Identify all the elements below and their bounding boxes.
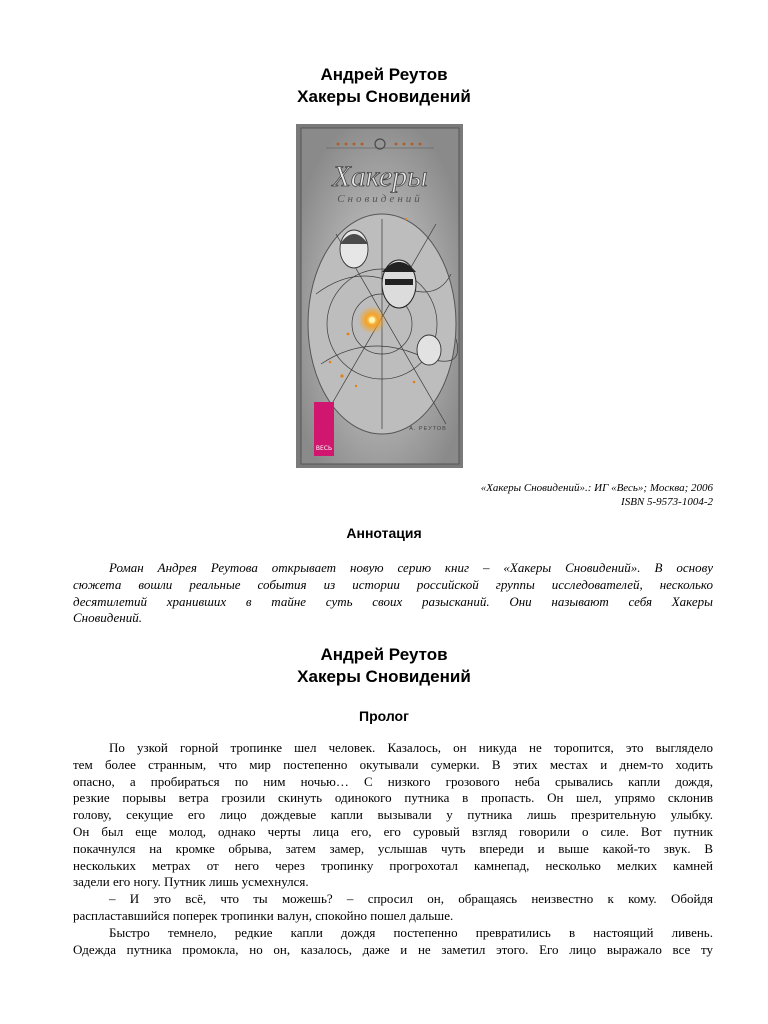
prologue-line: Быстро темнело, редкие капли дождя постепенно превратились в настоящий ливень.: [109, 924, 713, 940]
prologue-line: задели его ногу. Путник лишь усмехнулся.: [73, 874, 309, 890]
annotation-line: сюжета вошли реальные события из истории российской группы исследователей, несколько: [73, 576, 713, 592]
annotation-text: [73, 560, 713, 627]
annotation-line: десятилетий хранивших в тайне суть своих разысканий. Они называют себя Хакеры: [73, 593, 713, 609]
prologue-line: Одежда путника промокла, но он, казалось, даже и не заметил этого. Его лицо выражало все ту: [73, 941, 713, 957]
prologue-text: [73, 740, 713, 958]
publisher-mark: ВЕСЬ: [315, 445, 333, 452]
prologue-line: голову, секущие его лицо дождевые капли вызывали у путника лишь презрительную улыбку.: [73, 807, 713, 823]
book-cover-image: [296, 124, 463, 468]
isbn: ISBN 5-9573-1004-2: [621, 496, 713, 508]
cover-series-label: Хакеры: [332, 160, 428, 193]
publication-line: «Хакеры Сновидений».: ИГ «Весь»; Москва; 2006: [480, 482, 713, 494]
prologue-line: Он был еще молод, однако черты лица его, его суровый взгляд говорили о силе. Вот путник: [73, 823, 713, 839]
cover-author: А. РЕУТОВ: [409, 426, 447, 432]
annotation-line: Сновидений.: [73, 610, 142, 626]
prologue-heading: Пролог: [359, 708, 409, 724]
prologue-line: нескольких метрах от него через тропинку прогрохотал камнепад, несколько мелких камней: [73, 857, 713, 873]
document-header: [0, 64, 768, 108]
second-header: [0, 644, 768, 688]
annotation-line: Роман Андрея Реутова открывает новую серию книг – «Хакеры Сновидений». В основу: [109, 560, 713, 575]
author-name: Андрей Реутов: [320, 645, 448, 664]
prologue-line: резкие порывы ветра грозили скинуть одинокого путника в пропасть. Он шел, упрямо склонив: [73, 790, 713, 806]
book-title: Хакеры Сновидений: [297, 667, 471, 686]
cover-series-sub: Сновидений: [337, 193, 423, 205]
prologue-line: тем более странным, что мир постепенно окутывали сумерки. В этих местах и днем-то ходить: [73, 756, 713, 772]
prologue-line: По узкой горной тропинке шел человек. Казалось, он никуда не торопится, это выглядело: [109, 740, 713, 755]
annotation-heading: Аннотация: [346, 525, 422, 541]
prologue-line: покачнулся на кромке обрыва, затем замер, услышав чуть впереди и выше какой-то звук. В: [73, 840, 713, 856]
publication-info: [481, 481, 713, 509]
book-title: Хакеры Сновидений: [297, 87, 471, 106]
author-name: Андрей Реутов: [320, 65, 448, 84]
prologue-line: опасно, а пробираться по ним ночью… С низкого грозового неба срывались капли дождя,: [73, 773, 713, 789]
prologue-line: – И это всё, что ты можешь? – спросил он, обращаясь неизвестно к кому. Обойдя: [109, 891, 713, 907]
prologue-line: распластавшийся поперек тропинки валун, спокойно пошел дальше.: [73, 907, 454, 923]
